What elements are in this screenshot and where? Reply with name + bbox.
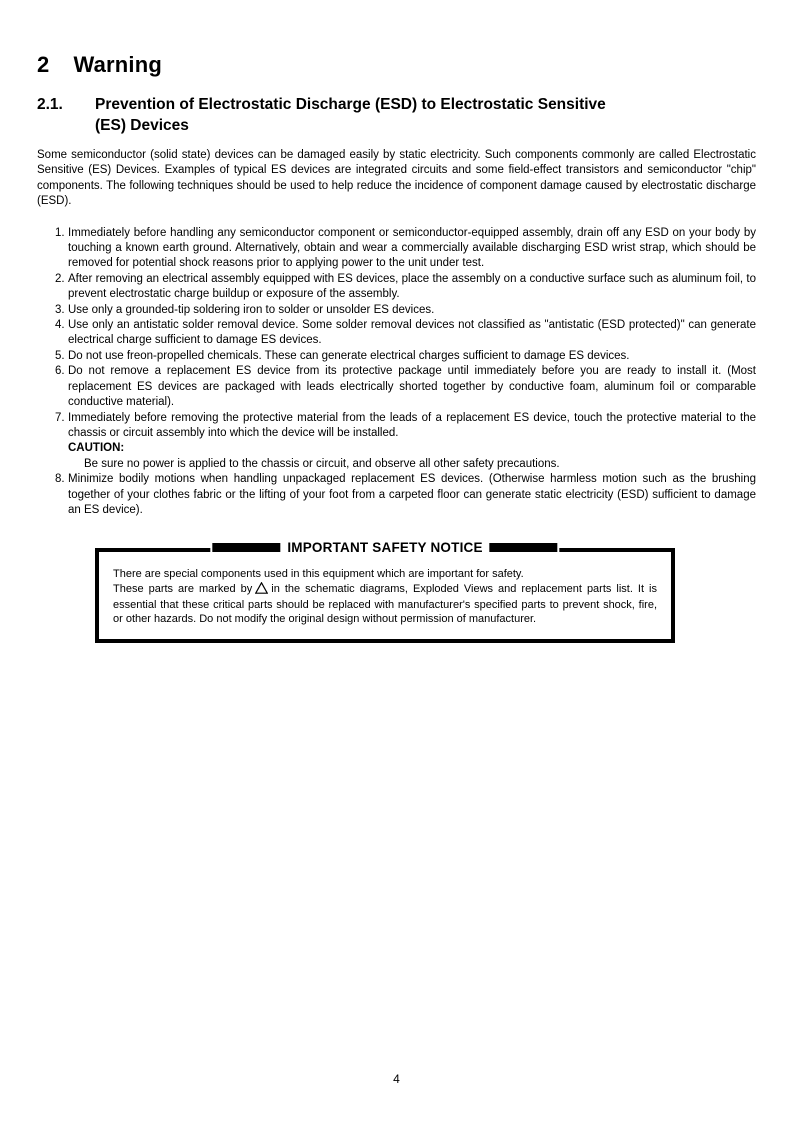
subsection-title-line1: Prevention of Electrostatic Discharge (ESD) to Electrostatic Sensitive: [95, 96, 606, 113]
page-number: 4: [393, 1072, 400, 1086]
list-item-text: Do not remove a replacement ES device from its protective package until immediately before you are ready to install it. (Most replacement ES devices are packaged with leads electrically shorted together by conductive foam, aluminum foil or comparable conductive material).: [68, 365, 756, 409]
important-safety-notice-box: [95, 540, 675, 643]
subsection-title: [95, 94, 756, 136]
notice-line2-post: in the schematic diagrams, Exploded Views and replacement parts list. It is essential that these critical parts should be replaced with manufacturer's specified parts to prevent shock, fire, or other hazards. Do not modify the original design without permission of manufacturer.: [113, 582, 657, 625]
list-item-number: 1.: [55, 226, 65, 239]
notice-title: IMPORTANT SAFETY NOTICE: [287, 540, 483, 556]
list-item: [55, 226, 756, 272]
intro-paragraph: Some semiconductor (solid state) devices can be damaged easily by static electricity. Such components commonly are called Electrostatic Sensitive (ES) Devices. Examples of typical ES devices are integrated circuits and some field-effect transistors and semiconductor "chip" components. The following techniques should be used to help reduce the incidence of component damage caused by electrostatic discharge (ESD).: [37, 149, 756, 208]
list-item-text: After removing an electrical assembly equipped with ES devices, place the assembly on a conductive surface such as aluminum foil, to prevent electrostatic charge buildup or exposure of the assembly.: [68, 272, 756, 301]
list-item-text: Use only an antistatic solder removal device. Some solder removal devices not classified as "antistatic (ESD protected)" can generate electrical charge sufficient to damage ES devices.: [68, 319, 756, 347]
list-item-text: Immediately before handling any semiconductor component or semiconductor-equipped assembly, drain off any ESD on your body by touching a known earth ground. Alternatively, obtain and wear a commercially available discharging ESD wrist strap, which should be removed for potential shock reasons prior to applying power to the unit under test.: [68, 226, 756, 270]
list-item-text: Do not use freon-propelled chemicals. These can generate electrical charges sufficient to damage ES devices.: [68, 349, 630, 362]
list-item-text: Minimize bodily motions when handling unpackaged replacement ES devices. (Otherwise harmless motion such as the brushing together of your clothes fabric or the lifting of your foot from a carpeted floor can generate static electricity (ESD) sufficient to damage an ES device).: [68, 473, 756, 516]
section-heading: [37, 52, 756, 78]
notice-body: [113, 567, 657, 626]
notice-line1: There are special components used in this equipment which are important for safety.: [113, 568, 524, 581]
list-item-number: 6.: [55, 365, 65, 378]
list-item: [55, 472, 756, 518]
list-item: [55, 411, 756, 473]
subsection-heading: [37, 94, 756, 136]
list-item-number: 2.: [55, 272, 65, 285]
list-item-number: 5.: [55, 349, 65, 362]
list-item-number: 7.: [55, 411, 65, 424]
list-item: [55, 349, 756, 364]
caution-text: Be sure no power is applied to the chassis or circuit, and observe all other safety precautions.: [84, 457, 560, 470]
subsection-number: 2.1.: [37, 96, 63, 113]
caution-label: CAUTION:: [68, 442, 125, 455]
list-item-number: 8.: [55, 473, 65, 486]
list-item: [55, 272, 756, 303]
notice-right-bar: [490, 543, 558, 552]
numbered-list: [55, 226, 756, 519]
list-item: [55, 303, 756, 318]
subsection-title-line2: (ES) Devices: [95, 117, 189, 134]
list-item-number: 4.: [55, 319, 65, 332]
notice-title-row: [210, 540, 559, 555]
section-title: Warning: [73, 52, 163, 77]
notice-left-bar: [212, 543, 280, 552]
notice-line2-pre: These parts are marked by: [113, 582, 253, 595]
list-item-text: [68, 411, 756, 473]
list-item-number: 3.: [55, 303, 65, 316]
list-item-text: Use only a grounded-tip soldering iron to solder or unsolder ES devices.: [68, 303, 435, 316]
notice-line2: [113, 582, 657, 627]
list-item-main-text: Immediately before removing the protective material from the leads of a replacement ES device, touch the protective material to the chassis or circuit assembly into which the device will be installed.: [68, 411, 756, 439]
list-item: [55, 318, 756, 349]
warning-triangle-icon: [255, 582, 268, 598]
section-number: 2: [37, 52, 50, 77]
list-item: [55, 364, 756, 410]
